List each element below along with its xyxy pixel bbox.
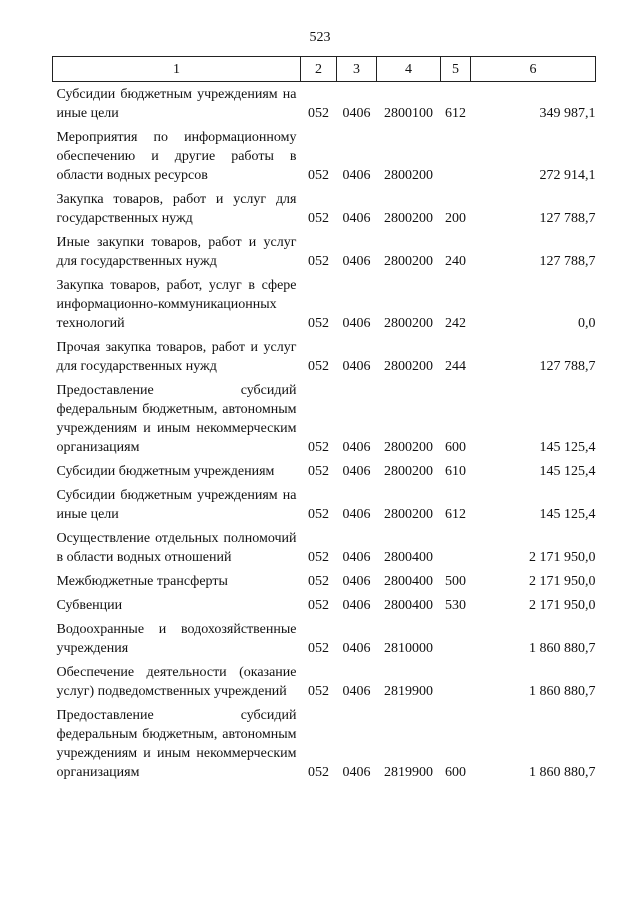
row-expense-type: 200 — [445, 211, 466, 226]
row-name: Субсидии бюджетным учреждениям на иные цели — [56, 87, 297, 121]
row-target-code: 2800200 — [384, 440, 433, 455]
row-target-code: 2800400 — [384, 574, 433, 589]
row-section-code: 0406 — [342, 106, 371, 121]
row-section-code: 0406 — [342, 316, 371, 331]
row-name: Осуществление отдельных полномочий в области водных отношений — [56, 531, 297, 565]
row-name: Субсидии бюджетным учреждениям — [56, 464, 275, 479]
row-name: Предоставление субсидий федеральным бюджетным, автономным учреждениям и иным некоммерческим организациям — [56, 708, 297, 780]
row-target-code: 2800200 — [384, 211, 433, 226]
row-amount: 272 914,1 — [539, 168, 596, 183]
row-target-code: 2819900 — [384, 684, 433, 699]
header-col-5: 5 — [441, 57, 471, 82]
row-amount: 127 788,7 — [539, 254, 596, 269]
row-expense-type: 610 — [445, 464, 466, 479]
row-expense-type: 612 — [445, 507, 466, 522]
header-col-2: 2 — [301, 57, 337, 82]
row-target-code: 2800200 — [384, 359, 433, 374]
header-col-6: 6 — [471, 57, 596, 82]
row-amount: 145 125,4 — [539, 440, 596, 455]
table-row — [53, 125, 596, 187]
row-ministry-code: 052 — [308, 598, 329, 613]
row-target-code: 2800100 — [384, 106, 433, 121]
row-ministry-code: 052 — [308, 765, 329, 780]
row-amount: 349 987,1 — [539, 106, 596, 121]
row-ministry-code: 052 — [308, 641, 329, 656]
row-ministry-code: 052 — [308, 684, 329, 699]
row-target-code: 2800200 — [384, 168, 433, 183]
row-target-code: 2800200 — [384, 507, 433, 522]
header-col-3: 3 — [337, 57, 377, 82]
row-name: Прочая закупка товаров, работ и услуг для государственных нужд — [56, 340, 297, 374]
table-row — [53, 230, 596, 273]
row-ministry-code: 052 — [308, 168, 329, 183]
row-amount: 1 860 880,7 — [529, 641, 596, 656]
table-row — [53, 703, 596, 784]
row-name: Закупка товаров, работ, услуг в сфере информационно-коммуникационных технологий — [56, 278, 297, 331]
row-ministry-code: 052 — [308, 316, 329, 331]
header-col-1: 1 — [53, 57, 301, 82]
row-expense-type: 500 — [445, 574, 466, 589]
row-amount: 1 860 880,7 — [529, 684, 596, 699]
row-ministry-code: 052 — [308, 106, 329, 121]
row-expense-type: 244 — [445, 359, 466, 374]
table-row — [53, 459, 596, 483]
table-body — [53, 82, 596, 785]
row-amount: 0,0 — [578, 316, 596, 331]
row-section-code: 0406 — [342, 359, 371, 374]
row-name: Мероприятия по информационному обеспечению и другие работы в области водных ресурсов — [56, 130, 297, 183]
row-section-code: 0406 — [342, 211, 371, 226]
row-ministry-code: 052 — [308, 211, 329, 226]
row-name: Закупка товаров, работ и услуг для государственных нужд — [56, 192, 297, 226]
row-section-code: 0406 — [342, 507, 371, 522]
row-expense-type: 600 — [445, 765, 466, 780]
table-row — [53, 617, 596, 660]
row-target-code: 2800400 — [384, 598, 433, 613]
row-amount: 127 788,7 — [539, 211, 596, 226]
row-section-code: 0406 — [342, 598, 371, 613]
row-name: Субвенции — [56, 598, 123, 613]
table-row — [53, 593, 596, 617]
table-row — [53, 569, 596, 593]
row-expense-type: 530 — [445, 598, 466, 613]
row-expense-type: 612 — [445, 106, 466, 121]
row-target-code: 2800400 — [384, 550, 433, 565]
row-amount: 2 171 950,0 — [529, 550, 596, 565]
row-expense-type — [441, 617, 471, 660]
row-section-code: 0406 — [342, 574, 371, 589]
budget-table — [52, 56, 596, 784]
row-name: Обеспечение деятельности (оказание услуг) подведомственных учреждений — [56, 665, 297, 699]
header-row — [53, 57, 596, 82]
table-row — [53, 335, 596, 378]
row-amount: 127 788,7 — [539, 359, 596, 374]
row-expense-type — [441, 660, 471, 703]
row-ministry-code: 052 — [308, 507, 329, 522]
row-section-code: 0406 — [342, 641, 371, 656]
row-target-code: 2800200 — [384, 464, 433, 479]
row-section-code: 0406 — [342, 684, 371, 699]
header-col-4: 4 — [377, 57, 441, 82]
row-amount: 145 125,4 — [539, 464, 596, 479]
row-section-code: 0406 — [342, 550, 371, 565]
row-expense-type: 242 — [445, 316, 466, 331]
row-section-code: 0406 — [342, 254, 371, 269]
row-amount: 1 860 880,7 — [529, 765, 596, 780]
row-section-code: 0406 — [342, 765, 371, 780]
row-section-code: 0406 — [342, 168, 371, 183]
table-row — [53, 187, 596, 230]
row-name: Межбюджетные трансферты — [56, 574, 228, 589]
page-number: 523 — [309, 30, 331, 45]
row-expense-type — [441, 125, 471, 187]
row-amount: 145 125,4 — [539, 507, 596, 522]
row-target-code: 2800200 — [384, 254, 433, 269]
row-target-code: 2810000 — [384, 641, 433, 656]
row-ministry-code: 052 — [308, 254, 329, 269]
row-name: Иные закупки товаров, работ и услуг для государственных нужд — [56, 235, 297, 269]
row-ministry-code: 052 — [308, 359, 329, 374]
row-target-code: 2800200 — [384, 316, 433, 331]
row-ministry-code: 052 — [308, 440, 329, 455]
row-name: Водоохранные и водохозяйственные учреждения — [56, 622, 297, 656]
table-row — [53, 483, 596, 526]
table-row — [53, 273, 596, 335]
row-name: Предоставление субсидий федеральным бюджетным, автономным учреждениям и иным некоммерческим организациям — [56, 383, 297, 455]
row-target-code: 2819900 — [384, 765, 433, 780]
row-expense-type: 240 — [445, 254, 466, 269]
table-row — [53, 660, 596, 703]
row-section-code: 0406 — [342, 440, 371, 455]
row-section-code: 0406 — [342, 464, 371, 479]
row-amount: 2 171 950,0 — [529, 598, 596, 613]
row-ministry-code: 052 — [308, 464, 329, 479]
row-expense-type — [441, 526, 471, 569]
row-ministry-code: 052 — [308, 550, 329, 565]
row-name: Субсидии бюджетным учреждениям на иные цели — [56, 488, 297, 522]
row-ministry-code: 052 — [308, 574, 329, 589]
row-amount: 2 171 950,0 — [529, 574, 596, 589]
row-expense-type: 600 — [445, 440, 466, 455]
table-row — [53, 378, 596, 459]
table-row — [53, 82, 596, 126]
table-row — [53, 526, 596, 569]
